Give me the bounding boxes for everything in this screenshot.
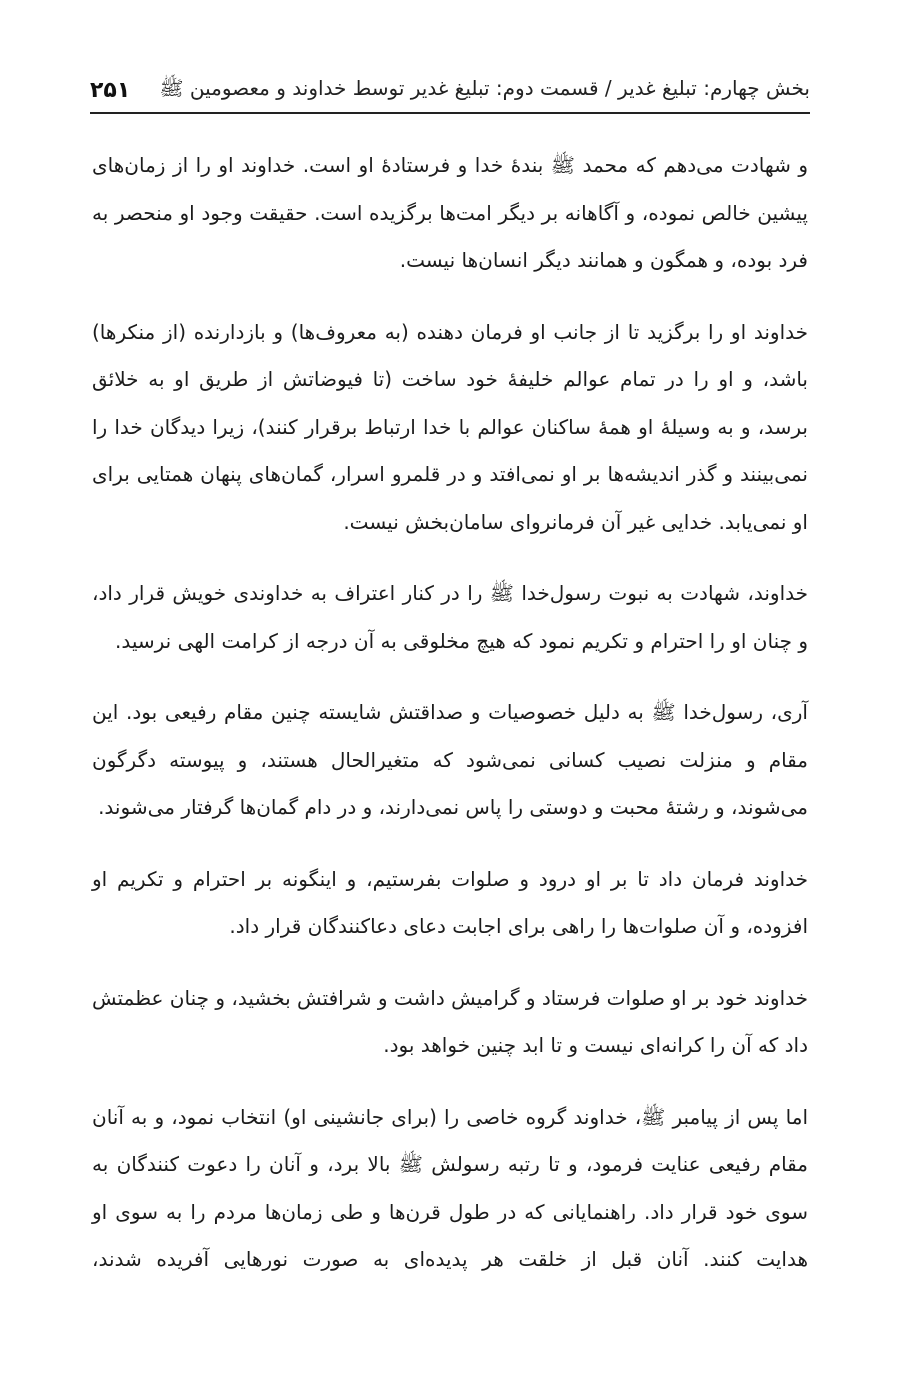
paragraph-3: خداوند، شهادت به نبوت رسول‌خدا ﷺ را در کنار اعتراف به خداوندی خویش قرار داد، و چنان او را احترام و تکریم نمود که هیچ مخلوقی به آن درجه از کرامت الهی نرسید. [92,581,808,653]
paragraph-2: خداوند او را برگزید تا از جانب او فرمان دهنده (به معروف‌ها) و بازدارنده (از منکرها) باشد، و او را در تمام عوالم خلیفهٔ خود ساخت (تا فیوضاتش از طریق او به خلائق برسد، و به وسیلهٔ او همهٔ ساکنان عوالم با خدا ارتباط برقرار کنند)، زیرا دیدگان خدا را نمی‌بینند و گذر اندیشه‌ها بر او نمی‌افتد و در قلمرو اسرار، گمان‌های پنهان همتایی برای او نمی‌یابد. خدایی غیر آن فرمانروای سامان‌بخش نیست. [92,319,808,534]
page-body [92,142,808,1308]
paragraph-7: اما پس از پیامبر ﷺ، خداوند گروه خاصی را (برای جانشینی او) انتخاب نمود، و به آنان مقام رفیعی عنایت فرمود، و تا رتبه رسولش ﷺ بالا برد، و آنان را دعوت کنندگان به سوی خود قرار داد. راهنمایانی که در طول قرن‌ها و طی زمان‌ها مردم را به سوی او هدایت کنند. آنان قبل از خلقت هر پدیده‌ای به صورت نورهایی آفریده شدند، [92,1104,808,1271]
paragraph-1: و شهادت می‌دهم که محمد ﷺ بندهٔ خدا و فرستادهٔ او است. خداوند او را از زمان‌های پیشین خالص نموده، و آگاهانه بر دیگر امت‌ها برگزیده است. حقیقت وجود او منحصر به فرد بوده، و همگون و همانند دیگر انسان‌ها نیست. [92,153,808,272]
header-title: بخش چهارم: تبلیغ غدیر / قسمت دوم: تبلیغ غدیر توسط خداوند و معصومین ﷺ [159,75,810,100]
paragraph-5: خداوند فرمان داد تا بر او درود و صلوات بفرستیم، و اینگونه بر احترام و تکریم او افزوده، و آن صلوات‌ها را راهی برای اجابت دعای دعاکنندگان قرار داد. [92,866,808,938]
paragraph-6: خداوند خود بر او صلوات فرستاد و گرامیش داشت و شرافتش بخشید، و چنان عظمتش داد که آن را کرانه‌ای نیست و تا ابد چنین خواهد بود. [92,985,808,1057]
paragraph-4: آری، رسول‌خدا ﷺ به دلیل خصوصیات و صداقتش شایسته چنین مقام رفیعی بود. این مقام و منزلت نصیب کسانی نمی‌شود که متغیرالحال هستند، و پیوسته دگرگون می‌شوند، و رشتهٔ محبت و دوستی را پاس نمی‌دارند، و در دام گمان‌ها گرفتار می‌شوند. [92,700,808,819]
page-number: ۲۵۱ [90,77,131,103]
running-header [90,68,810,114]
